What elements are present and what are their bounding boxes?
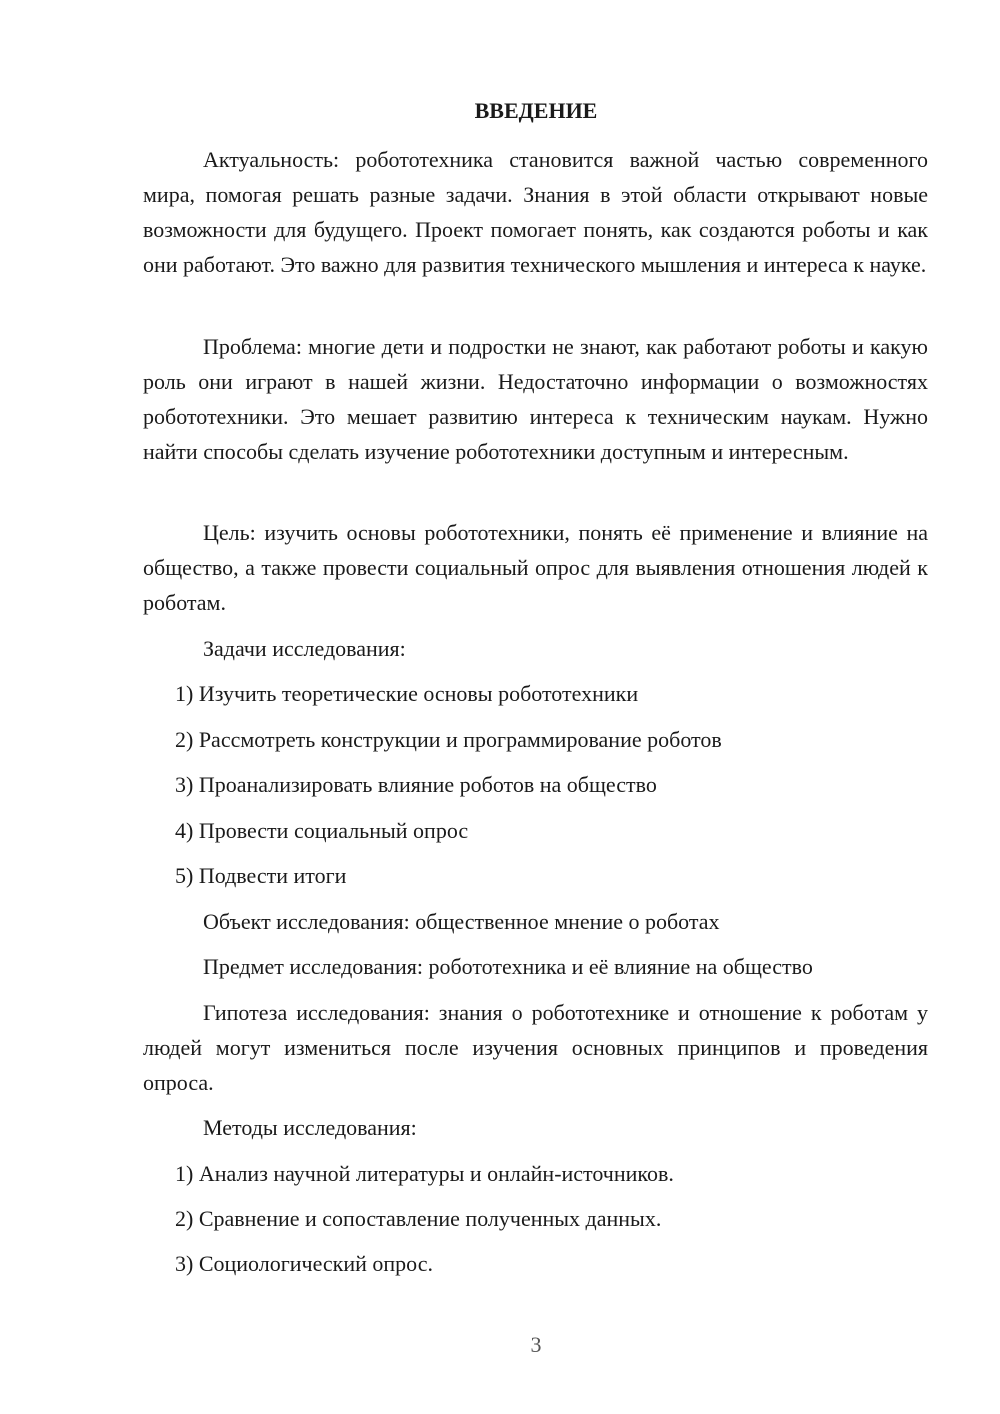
page-title: ВВЕДЕНИЕ bbox=[474, 98, 598, 123]
method-item-3: 3) Социологический опрос. bbox=[175, 1251, 433, 1276]
paragraph-hypothesis: Гипотеза исследования: знания о робототехнике и отношение к роботам у людей могут измениться после изучения основных принципов и проведения опроса. bbox=[143, 1000, 928, 1095]
paragraph-subject: Предмет исследования: робототехника и её влияние на общество bbox=[203, 954, 813, 979]
paragraph-object: Объект исследования: общественное мнение о роботах bbox=[203, 909, 720, 934]
page-number: 3 bbox=[530, 1332, 542, 1357]
methods-heading: Методы исследования: bbox=[203, 1115, 417, 1140]
paragraph-problem: Проблема: многие дети и подростки не знают, как работают роботы и какую роль они играют в нашей жизни. Недостаточно информации о возможностях робототехники. Это мешает развитию интереса к техническим наукам. Нужно найти способы сделать изучение робототехники доступным и интересным. bbox=[143, 334, 928, 464]
task-item-4: 4) Провести социальный опрос bbox=[175, 818, 469, 843]
tasks-heading: Задачи исследования: bbox=[203, 636, 406, 661]
paragraph-actuality: Актуальность: робототехника становится важной частью современного мира, помогая решать разные задачи. Знания в этой области открывают новые возможности для будущего. Проект помогает понять, как создаются роботы и как они работают. Это важно для развития технического мышления и интереса к науке. bbox=[143, 147, 928, 277]
paragraph-goal: Цель: изучить основы робототехники, понять её применение и влияние на общество, а также провести социальный опрос для выявления отношения людей к роботам. bbox=[143, 520, 928, 615]
task-item-3: 3) Проанализировать влияние роботов на общество bbox=[175, 772, 657, 797]
method-item-1: 1) Анализ научной литературы и онлайн-источников. bbox=[175, 1161, 674, 1186]
method-item-2: 2) Сравнение и сопоставление полученных данных. bbox=[175, 1206, 662, 1231]
task-item-2: 2) Рассмотреть конструкции и программирование роботов bbox=[175, 727, 722, 752]
task-item-1: 1) Изучить теоретические основы робототехники bbox=[175, 681, 639, 706]
task-item-5: 5) Подвести итоги bbox=[175, 863, 347, 888]
